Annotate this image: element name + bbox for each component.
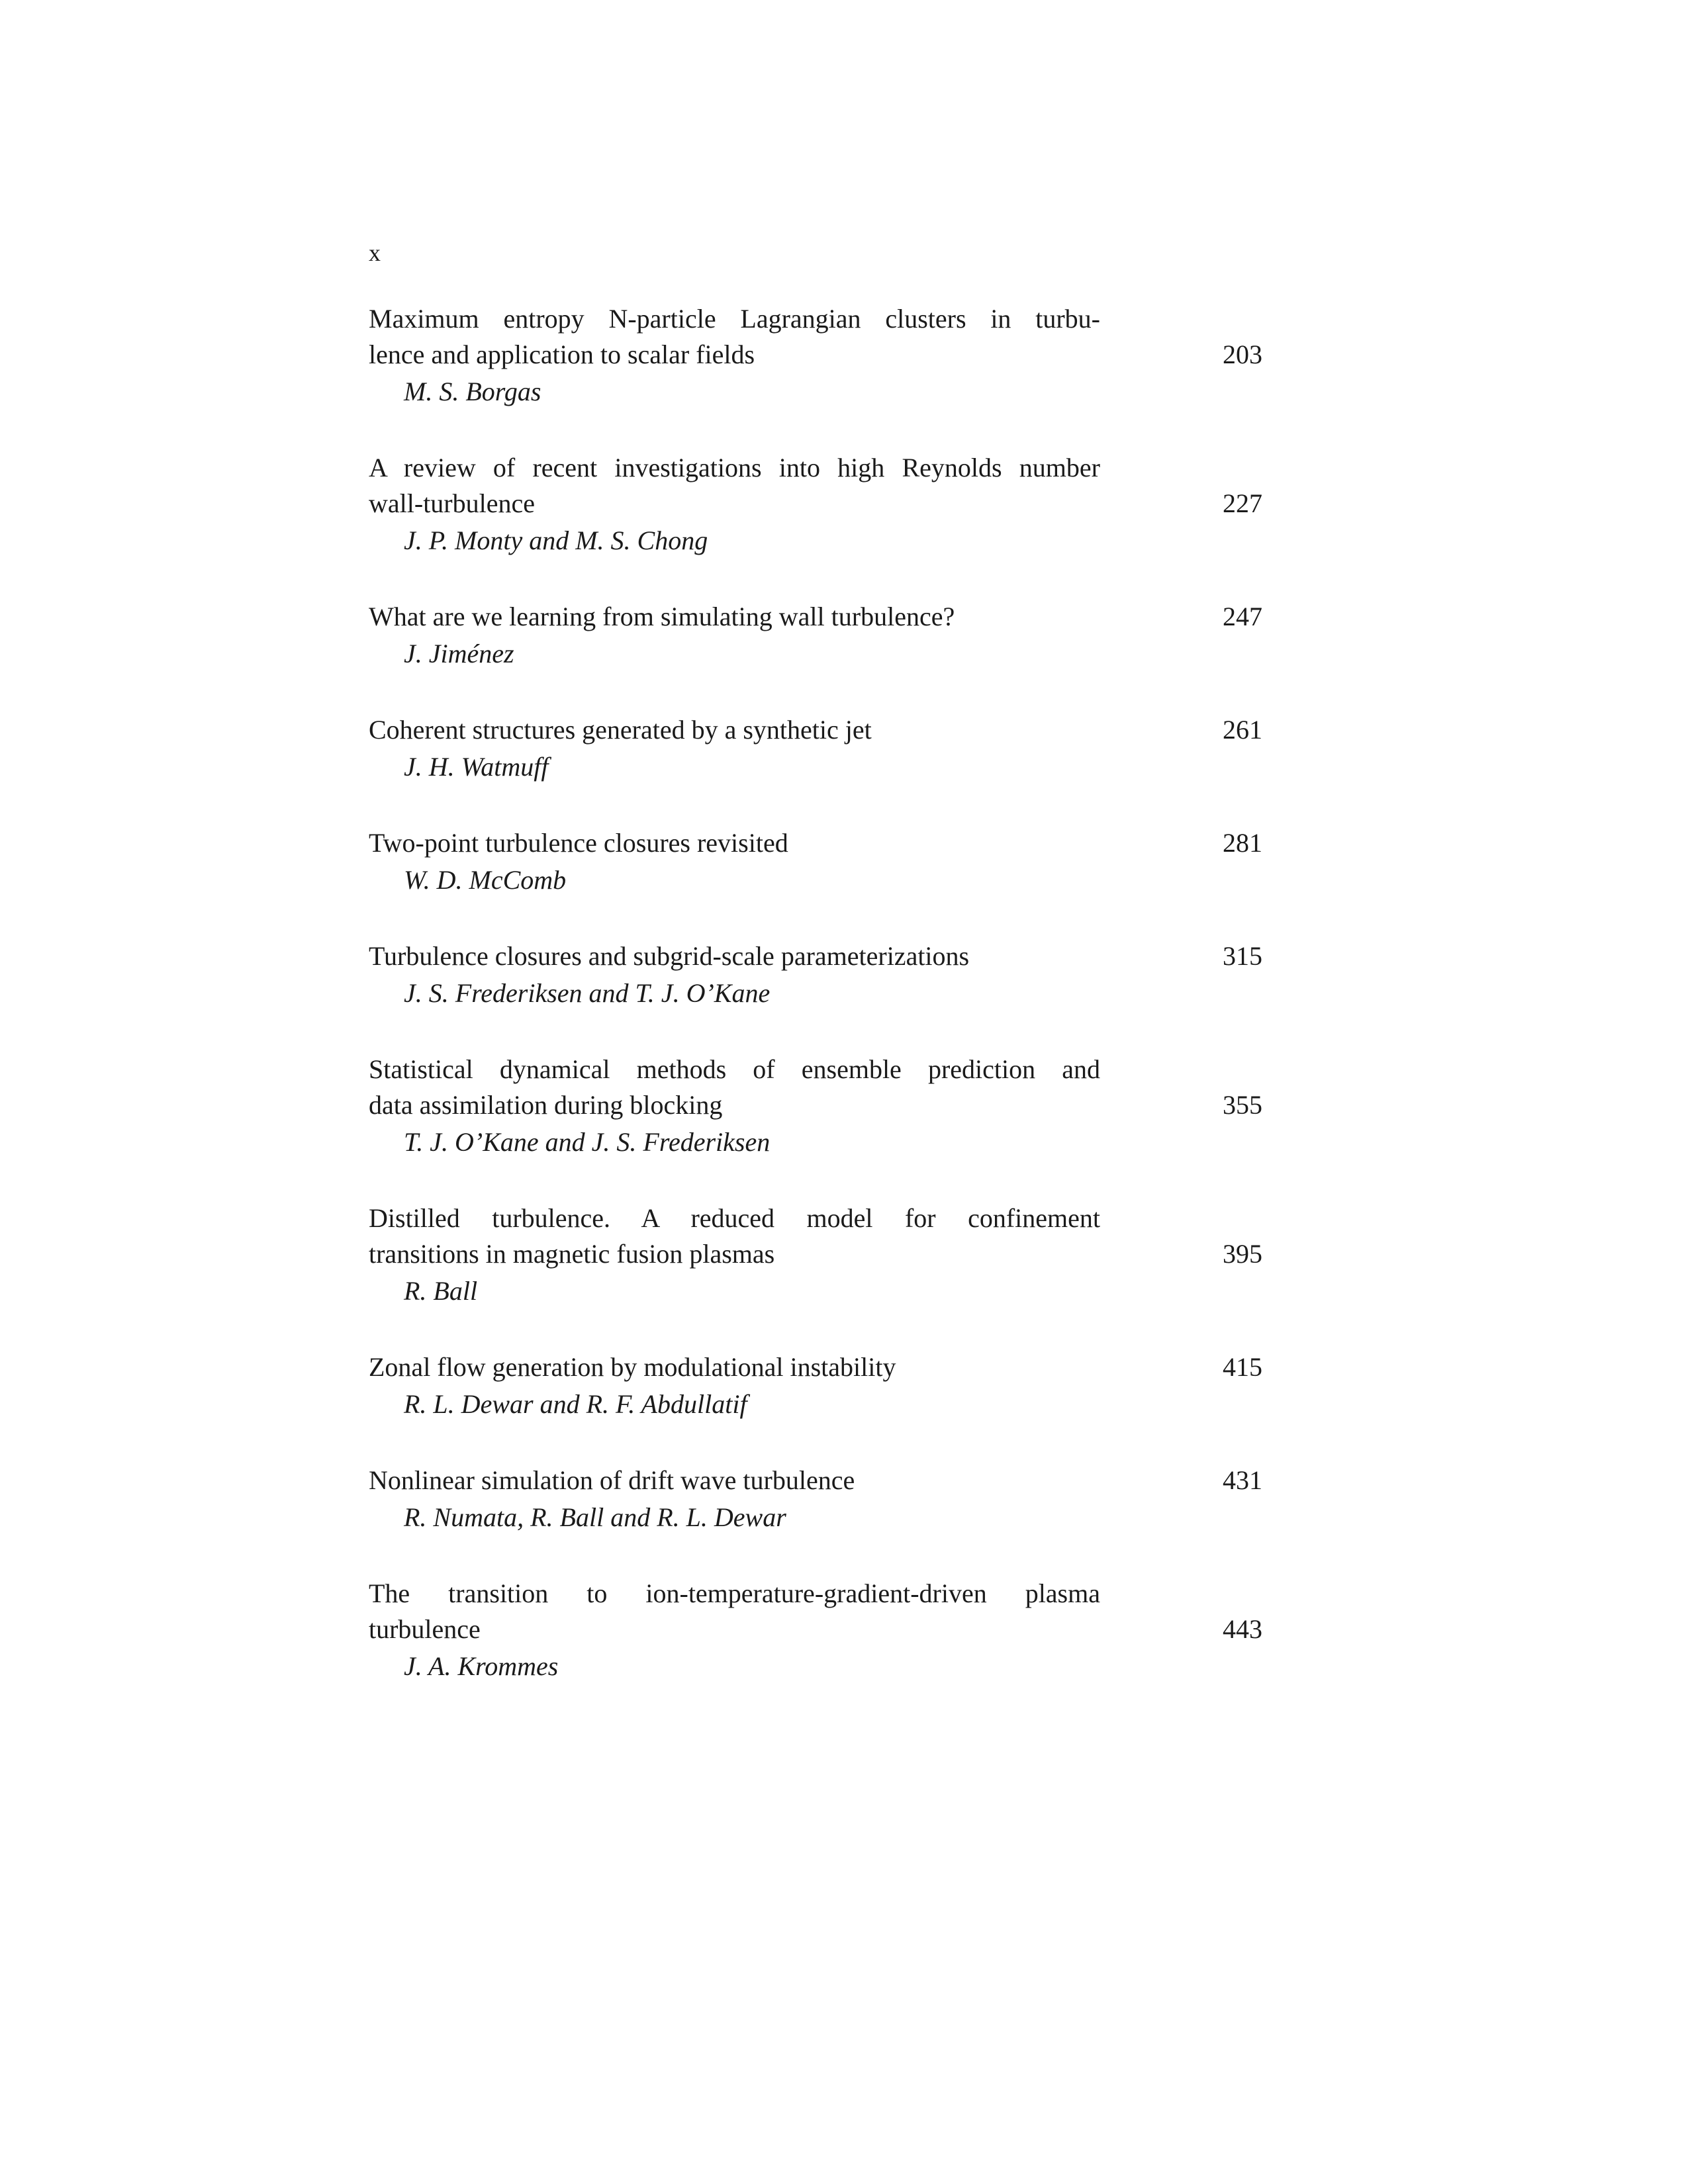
toc-entry-title-line: Distilled turbulence. A reduced model for confinement: [369, 1203, 1100, 1233]
toc-entry-title-line: What are we learning from simulating wall turbulence?: [369, 602, 955, 631]
toc-entry-page-number: 415: [1223, 1352, 1262, 1382]
toc-entry: [369, 301, 1262, 411]
toc-entry: [369, 1201, 1262, 1310]
toc-entry-title: [369, 1576, 1100, 1647]
toc-entry-title-line: lence and application to scalar fields: [369, 340, 755, 369]
toc-entry: [369, 825, 1262, 899]
toc-entry-page-number: 203: [1223, 340, 1262, 369]
toc-entry-page-number: 281: [1223, 828, 1262, 858]
toc-entry-title: [369, 1463, 1100, 1498]
table-of-contents: [369, 301, 1262, 1725]
toc-entry-title-line: Coherent structures generated by a synthetic jet: [369, 715, 872, 745]
toc-entry-title-line: Maximum entropy N-particle Lagrangian clusters in turbu-: [369, 304, 1100, 334]
toc-entry-title: [369, 450, 1100, 522]
toc-entry-title-line: Zonal flow generation by modulational instability: [369, 1352, 896, 1382]
toc-entry-authors: J. Jiménez: [404, 639, 514, 668]
toc-entry-title-line: The transition to ion-temperature-gradient-driven plasma: [369, 1578, 1100, 1608]
toc-entry: [369, 599, 1262, 673]
toc-entry-authors: J. P. Monty and M. S. Chong: [404, 525, 708, 555]
toc-entry-title-line: transitions in magnetic fusion plasmas: [369, 1239, 775, 1269]
toc-entry-title: [369, 1349, 1100, 1385]
toc-entry-authors: R. Ball: [404, 1276, 478, 1306]
toc-entry-authors: W. D. McComb: [404, 865, 567, 895]
toc-entry-title-line: A review of recent investigations into high Reynolds number: [369, 453, 1100, 482]
toc-entry: [369, 938, 1262, 1013]
toc-entry-page-number: 247: [1223, 602, 1262, 631]
toc-entry-page-number: 315: [1223, 941, 1262, 971]
toc-entry-title: [369, 1201, 1100, 1272]
toc-entry-page-number: 261: [1223, 715, 1262, 745]
toc-entry-title-line: Turbulence closures and subgrid-scale parameterizations: [369, 941, 970, 971]
toc-entry-title: [369, 825, 1100, 861]
toc-entry-title-line: Nonlinear simulation of drift wave turbulence: [369, 1465, 855, 1495]
toc-entry-page-number: 227: [1223, 488, 1262, 518]
toc-entry-title: [369, 301, 1100, 373]
toc-entry-page-number: 443: [1223, 1614, 1262, 1644]
toc-entry-title-line: turbulence: [369, 1614, 481, 1644]
toc-entry-title: [369, 938, 1100, 974]
toc-entry-title: [369, 712, 1100, 748]
toc-entry: [369, 1349, 1262, 1424]
toc-entry-page-number: 431: [1223, 1465, 1262, 1495]
toc-entry: [369, 1463, 1262, 1537]
toc-entry-authors: R. L. Dewar and R. F. Abdullatif: [404, 1389, 747, 1419]
toc-entry: [369, 1576, 1262, 1686]
toc-entry-title-line: data assimilation during blocking: [369, 1090, 723, 1120]
toc-entry-page-number: 355: [1223, 1090, 1262, 1120]
toc-entry-authors: J. H. Watmuff: [404, 752, 549, 782]
toc-entry-title: [369, 1052, 1100, 1123]
toc-entry-authors: J. S. Frederiksen and T. J. O’Kane: [404, 978, 771, 1008]
toc-entry-title-line: wall-turbulence: [369, 488, 535, 518]
toc-entry: [369, 712, 1262, 786]
toc-entry: [369, 1052, 1262, 1161]
toc-entry-title-line: Statistical dynamical methods of ensemble prediction and: [369, 1054, 1100, 1084]
toc-entry-authors: M. S. Borgas: [404, 377, 541, 406]
toc-entry-authors: J. A. Krommes: [404, 1651, 559, 1681]
toc-entry-page-number: 395: [1223, 1239, 1262, 1269]
toc-entry-authors: R. Numata, R. Ball and R. L. Dewar: [404, 1502, 786, 1532]
page-number: x: [369, 240, 381, 266]
toc-entry: [369, 450, 1262, 560]
toc-entry-authors: T. J. O’Kane and J. S. Frederiksen: [404, 1127, 771, 1157]
toc-entry-title: [369, 599, 1100, 635]
toc-entry-title-line: Two-point turbulence closures revisited: [369, 828, 788, 858]
